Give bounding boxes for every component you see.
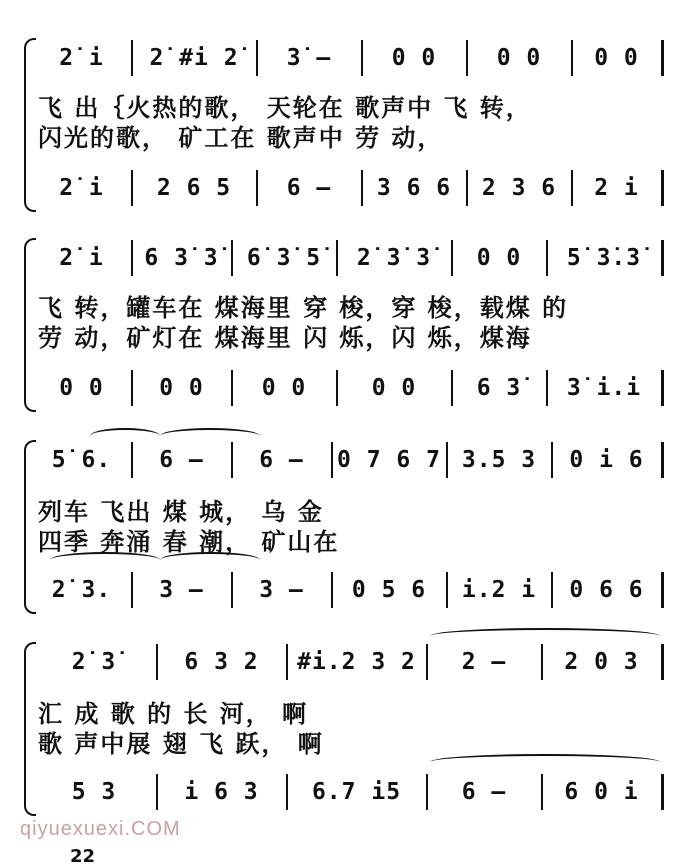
lyric-line-1: 列车 飞出 煤 城， 乌 金 (38, 498, 324, 526)
measure: 0 7 6 7 (337, 447, 441, 473)
measure: 2̇ 3. (51, 577, 112, 603)
lyric-line-2: 闪光的歌， 矿工在 歌声中 劳 动， (38, 124, 444, 152)
measure: 0 0 (476, 245, 522, 271)
measure: #i.2 3 2 (297, 649, 416, 675)
tie-arc (160, 552, 260, 568)
measure: 0 0 (391, 45, 437, 71)
lyric-line-1: 汇 成 歌 的 长 河， 啊 (38, 700, 309, 728)
measure: 6 — (286, 175, 332, 201)
measure: 2 — (461, 649, 507, 675)
measure: 2 0 3 (564, 649, 639, 675)
lyric-line-1: 飞 转，罐车在 煤海里 穿 梭，穿 梭，载煤 的 (38, 294, 569, 322)
measure: 2̇ i (59, 245, 104, 271)
lower-staff (34, 570, 664, 610)
tie-arc (50, 552, 160, 568)
measure: 6 — (259, 447, 304, 473)
measure: 2 6 5 (156, 175, 232, 201)
lower-staff (34, 168, 664, 208)
measure: 0 0 (496, 45, 542, 71)
measure: 2̇ i (59, 175, 104, 201)
measure: 2̇ i (59, 45, 104, 71)
watermark: qiyuexuexi.COM (20, 818, 181, 840)
lyric-line-1: 飞 出｛火热的歌， 天轮在 歌声中 飞 转， (38, 94, 532, 122)
measure: 3 — (259, 577, 304, 603)
measure: 3̇ i.i (566, 375, 642, 401)
measure: 0 0 (261, 375, 307, 401)
measure: 5̇ 6. (51, 447, 112, 473)
lower-staff (34, 772, 664, 812)
measure: 2 3 6 (481, 175, 557, 201)
measure: 6 3 2 (184, 649, 259, 675)
measure: 2̇ #i 2̇ (149, 45, 239, 71)
measure: 6 3̇ 3̇ (144, 245, 219, 271)
measure: 5̇ 3̇.3̇ (566, 245, 642, 271)
measure: i 6 3 (184, 779, 259, 805)
measure: 6 — (461, 779, 507, 805)
lyric-line-2: 四季 奔涌 春 潮， 矿山在 (38, 528, 340, 556)
measure: 3 — (159, 577, 204, 603)
measure: 6̇ 3̇ 5̇ (246, 245, 322, 271)
measure: 0 5 6 (351, 577, 427, 603)
measure: 0 0 (59, 375, 104, 401)
measure: 2̇ 3̇ (71, 649, 117, 675)
measure: 6 3̇ (476, 375, 522, 401)
measure: 0 6 6 (569, 577, 644, 603)
lower-staff (34, 368, 664, 408)
measure: 0 0 (371, 375, 417, 401)
measure: 3.5 3 (461, 447, 537, 473)
measure: 6 — (159, 447, 204, 473)
upper-staff (34, 642, 664, 682)
measure: 6.7 i5 (311, 779, 402, 805)
measure: 3̇ — (286, 45, 332, 71)
lyric-line-2: 劳 动，矿灯在 煤海里 闪 烁，闪 烁，煤海 (38, 324, 532, 352)
measure: 3 6 6 (376, 175, 452, 201)
upper-staff (34, 38, 664, 78)
lyric-line-2: 歌 声中展 翅 飞 跃， 啊 (38, 730, 324, 758)
measure: i.2 i (461, 577, 537, 603)
measure: 5 3 (71, 779, 117, 805)
measure: 2 i (594, 175, 639, 201)
measure: 0 0 (159, 375, 204, 401)
measure: 0 i 6 (569, 447, 644, 473)
upper-staff (34, 238, 664, 278)
measure: 0 0 (594, 45, 639, 71)
upper-staff (34, 440, 664, 480)
measure: 2̇ 3̇ 3̇ (356, 245, 432, 271)
tie-arc (430, 754, 660, 770)
measure: 6 0 i (564, 779, 639, 805)
page-number: 22 (70, 846, 96, 867)
